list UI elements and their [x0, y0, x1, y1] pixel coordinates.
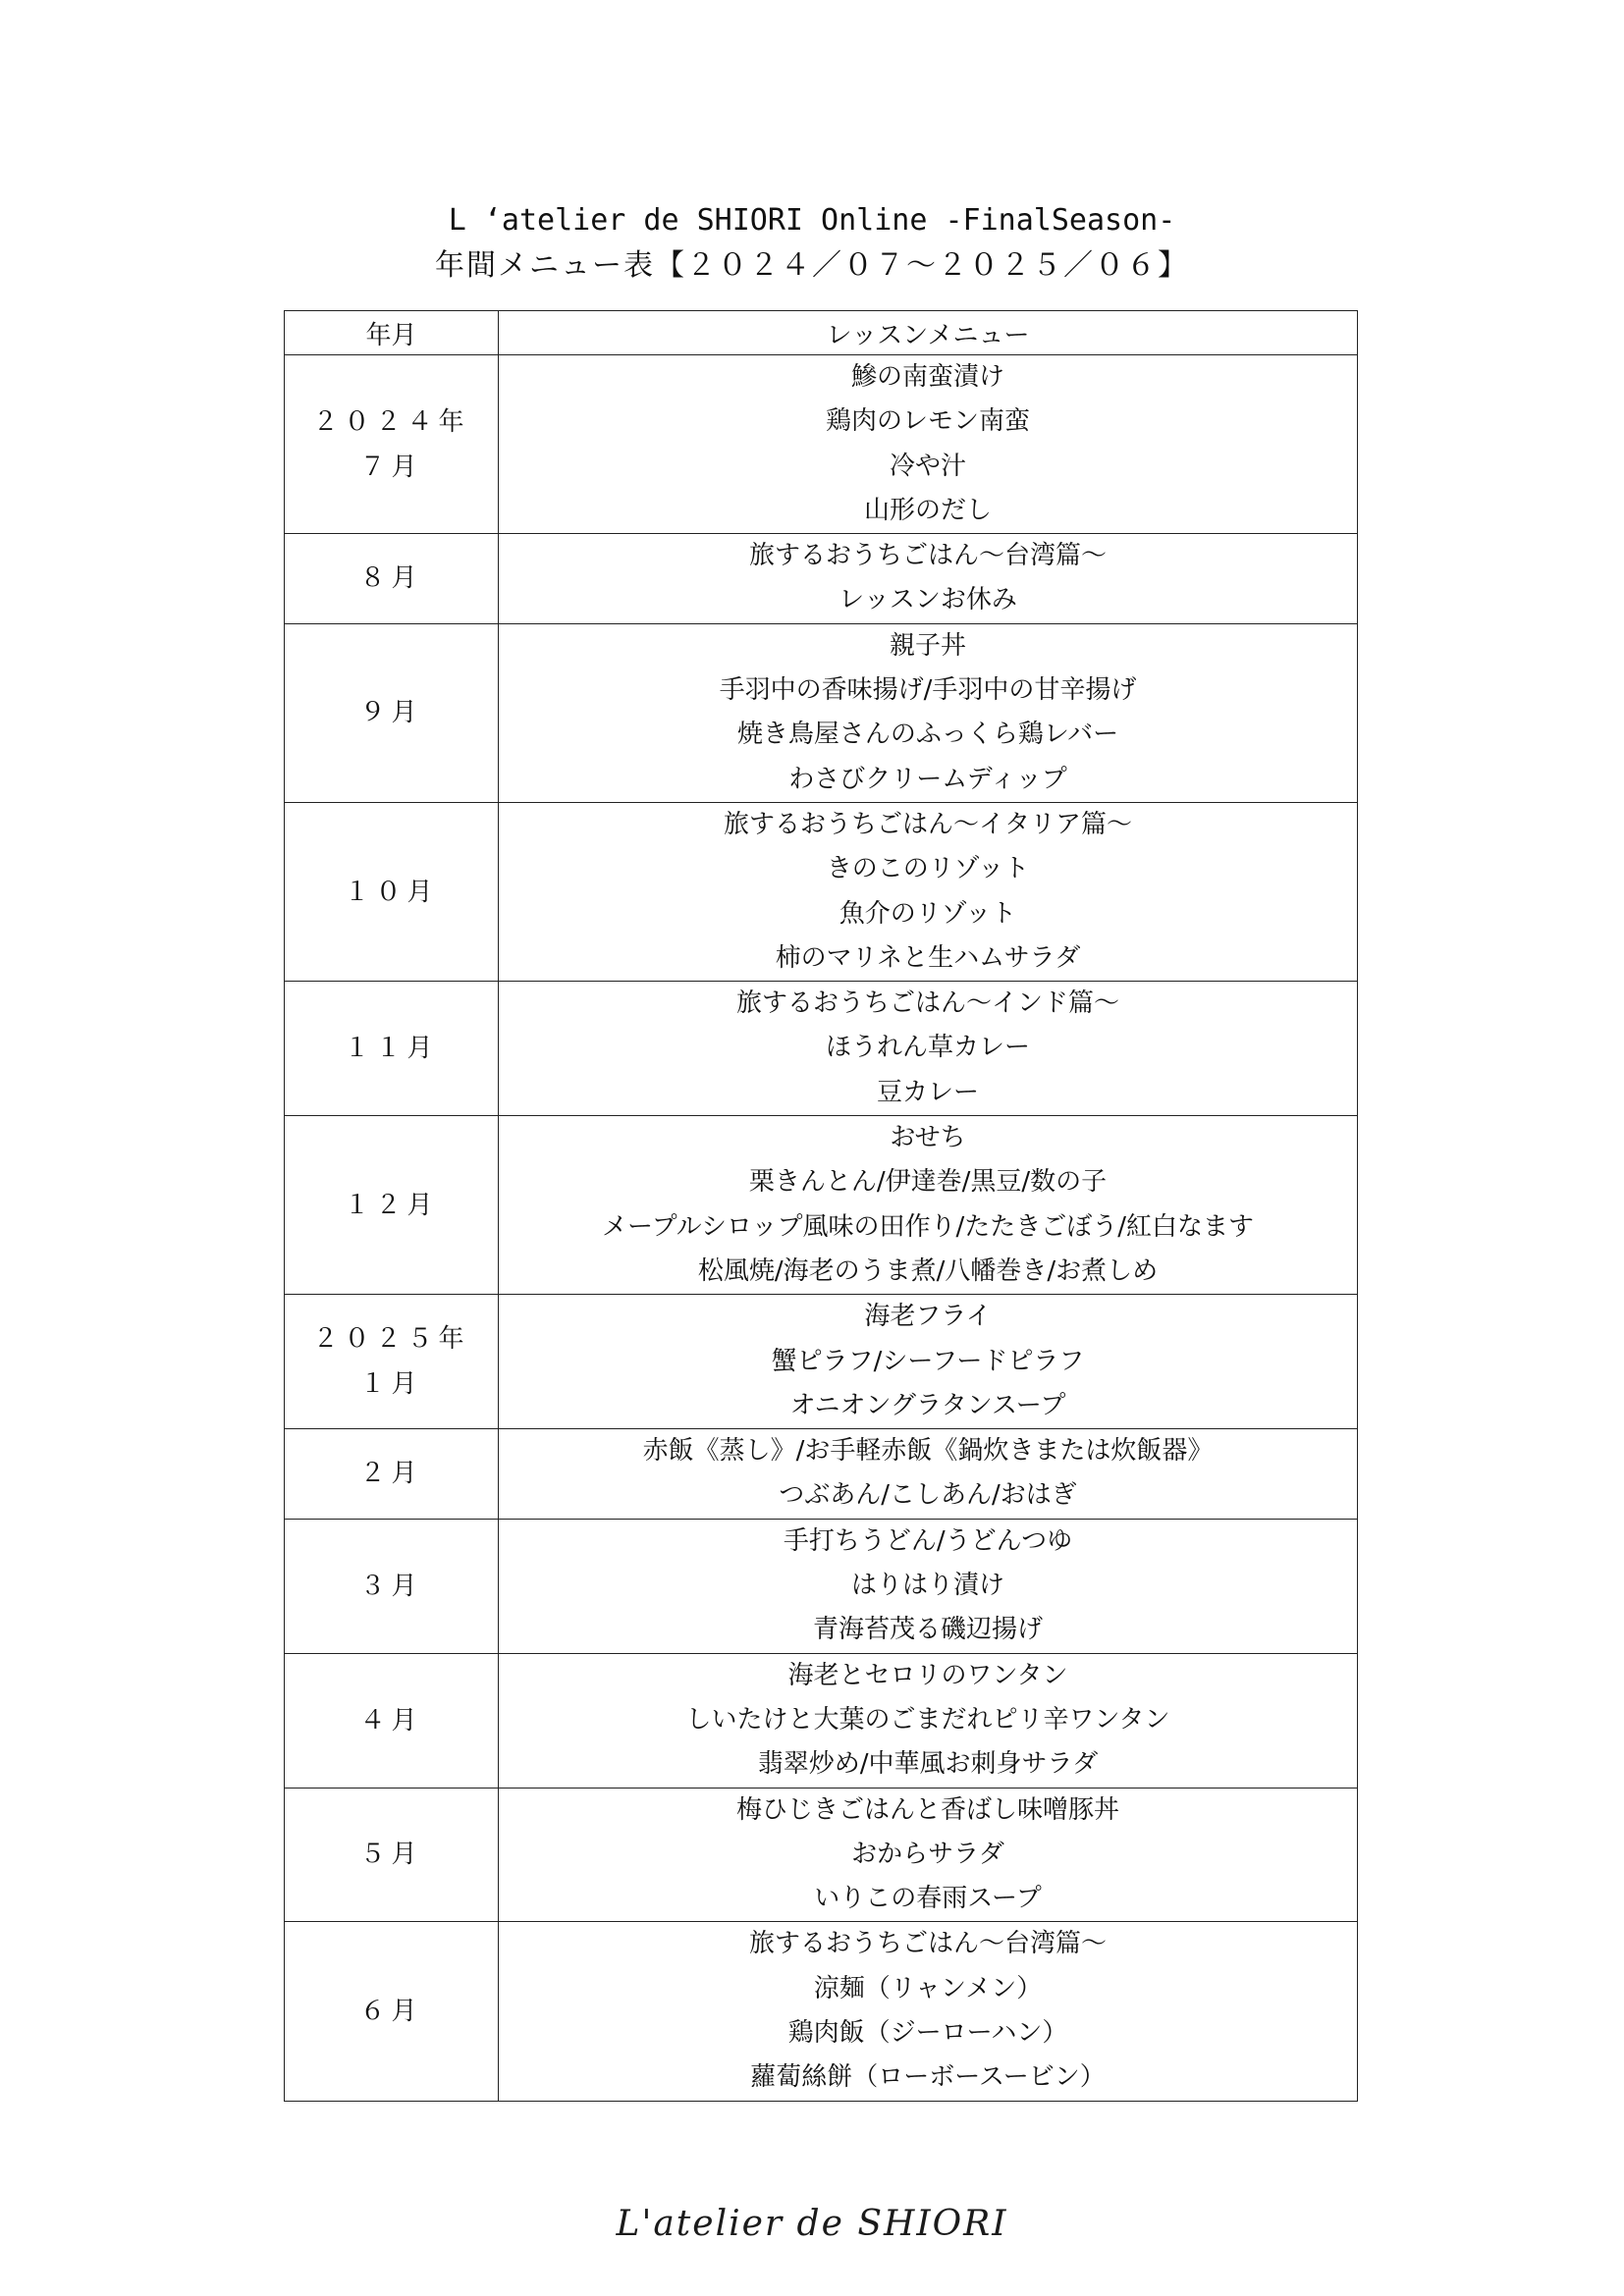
month-cell — [285, 982, 499, 1116]
month-label: ３月 — [359, 1571, 423, 1601]
menu-cell — [499, 355, 1358, 534]
month-cell — [285, 1116, 499, 1295]
month-cell — [285, 1788, 499, 1922]
table-row — [285, 1429, 1358, 1520]
menu-cell — [499, 1116, 1358, 1295]
table-row — [285, 623, 1358, 802]
menu-item: しいたけと大葉のごまだれピリ辛ワンタン — [685, 1704, 1170, 1735]
menu-cell — [499, 1653, 1358, 1788]
menu-item: 涼麺（リャンメン） — [813, 1973, 1043, 2003]
table-row — [285, 802, 1358, 981]
month-cell — [285, 802, 499, 981]
month-label: ９月 — [359, 698, 423, 728]
brand-logo — [0, 2204, 1624, 2244]
menu-item: 手打ちうどん/うどんつゆ — [783, 1525, 1073, 1556]
month-label: ５月 — [359, 1840, 423, 1870]
menu-item: わさびクリームディップ — [788, 764, 1067, 794]
month-label: ７月 — [359, 452, 423, 482]
month-cell — [285, 623, 499, 802]
menu-item: レッスンお休み — [839, 585, 1017, 615]
menu-item: 梅ひじきごはんと香ばし味噌豚丼 — [735, 1794, 1119, 1825]
menu-table — [284, 310, 1358, 2102]
menu-cell — [499, 802, 1358, 981]
document-subtitle: 年間メニュー表【２０２４／０７〜２０２５／０６】 — [435, 248, 1189, 283]
month-label: ２０２４年 — [312, 406, 470, 437]
menu-cell — [499, 1922, 1358, 2101]
menu-item: きのこのリゾット — [826, 854, 1030, 884]
menu-item: おせち — [890, 1123, 966, 1153]
menu-item: 鶏肉飯（ジーローハン） — [787, 2017, 1068, 2048]
menu-cell — [499, 982, 1358, 1116]
month-label: １月 — [359, 1369, 423, 1400]
menu-item: 青海苔茂る磯辺揚げ — [812, 1615, 1043, 1645]
brand-logo-text: L'atelier de SHIORI — [616, 2204, 1008, 2244]
month-label: ４月 — [359, 1705, 423, 1735]
month-label: ２月 — [359, 1459, 423, 1489]
month-label: １０月 — [344, 877, 439, 907]
menu-cell — [499, 1519, 1358, 1653]
menu-item: メープルシロップ風味の田作り/たたきごぼう/紅白なます — [601, 1211, 1254, 1242]
document-title: L ‘atelier de SHIORI Online -FinalSeason- — [448, 203, 1176, 238]
table-row — [285, 1653, 1358, 1788]
menu-item: 親子丼 — [889, 630, 966, 661]
menu-item: オニオングラタンスープ — [789, 1390, 1066, 1420]
menu-item: 栗きんとん/伊達巻/黒豆/数の子 — [748, 1167, 1108, 1198]
table-row — [285, 1116, 1358, 1295]
menu-item: 蘿蔔絲餅（ローボースービン） — [750, 2062, 1106, 2093]
menu-item: 豆カレー — [876, 1077, 979, 1107]
menu-item: 蟹ピラフ/シーフードピラフ — [771, 1346, 1085, 1376]
table-row — [285, 1922, 1358, 2101]
menu-cell — [499, 1429, 1358, 1520]
menu-item: いりこの春雨スープ — [814, 1884, 1042, 1914]
month-cell — [285, 1429, 499, 1520]
menu-item: 松風焼/海老のうま煮/八幡巻き/お煮しめ — [697, 1255, 1159, 1286]
month-cell — [285, 1922, 499, 2101]
menu-item: 手羽中の香味揚げ/手羽中の甘辛揚げ — [719, 675, 1137, 706]
month-label: ８月 — [359, 563, 423, 594]
menu-item: ほうれん草カレー — [825, 1033, 1030, 1063]
menu-item: 旅するおうちごはん〜インド篇〜 — [735, 988, 1119, 1019]
table-row — [285, 1788, 1358, 1922]
table-row — [285, 982, 1358, 1116]
month-cell — [285, 355, 499, 534]
menu-cell — [499, 623, 1358, 802]
month-cell — [285, 1519, 499, 1653]
menu-item: 鰺の南蛮漬け — [850, 362, 1004, 392]
menu-item: 焼き鳥屋さんのふっくら鶏レバー — [736, 720, 1119, 750]
header-menu: レッスンメニュー — [499, 311, 1358, 355]
menu-item: 山形のだし — [863, 495, 992, 525]
menu-item: 鶏肉のレモン南蛮 — [825, 406, 1030, 437]
table-row — [285, 355, 1358, 534]
month-label: １１月 — [344, 1034, 439, 1064]
table-body — [285, 355, 1358, 2102]
menu-item: おからサラダ — [851, 1839, 1004, 1869]
table-row — [285, 1519, 1358, 1653]
month-label: １２月 — [344, 1190, 439, 1220]
menu-item: 旅するおうちごはん〜イタリア篇〜 — [723, 809, 1132, 839]
menu-item: つぶあん/こしあん/おはぎ — [779, 1480, 1077, 1511]
menu-item: 柿のマリネと生ハムサラダ — [775, 942, 1081, 973]
menu-item: 冷や汁 — [889, 451, 966, 481]
menu-item: 旅するおうちごはん〜台湾篇〜 — [748, 1929, 1107, 1959]
menu-item: はりはり漬け — [850, 1571, 1004, 1601]
menu-item: 翡翠炒め/中華風お刺身サラダ — [757, 1749, 1099, 1780]
menu-cell — [499, 1788, 1358, 1922]
month-cell — [285, 1653, 499, 1788]
menu-item: 海老フライ — [864, 1302, 992, 1332]
month-cell — [285, 534, 499, 624]
menu-item: 赤飯《蒸し》/お手軽赤飯《鍋炊きまたは炊飯器》 — [642, 1436, 1214, 1467]
table-header-row — [285, 311, 1358, 355]
month-label: ２０２５年 — [312, 1324, 470, 1355]
menu-item: 旅するおうちごはん〜台湾篇〜 — [748, 541, 1107, 571]
table-row — [285, 1295, 1358, 1429]
table-row — [285, 534, 1358, 624]
month-cell — [285, 1295, 499, 1429]
menu-item: 海老とセロリのワンタン — [787, 1660, 1068, 1690]
month-label: ６月 — [359, 1996, 423, 2026]
menu-cell — [499, 534, 1358, 624]
menu-item: 魚介のリゾット — [839, 898, 1017, 929]
menu-cell — [499, 1295, 1358, 1429]
header-month: 年月 — [285, 311, 499, 355]
